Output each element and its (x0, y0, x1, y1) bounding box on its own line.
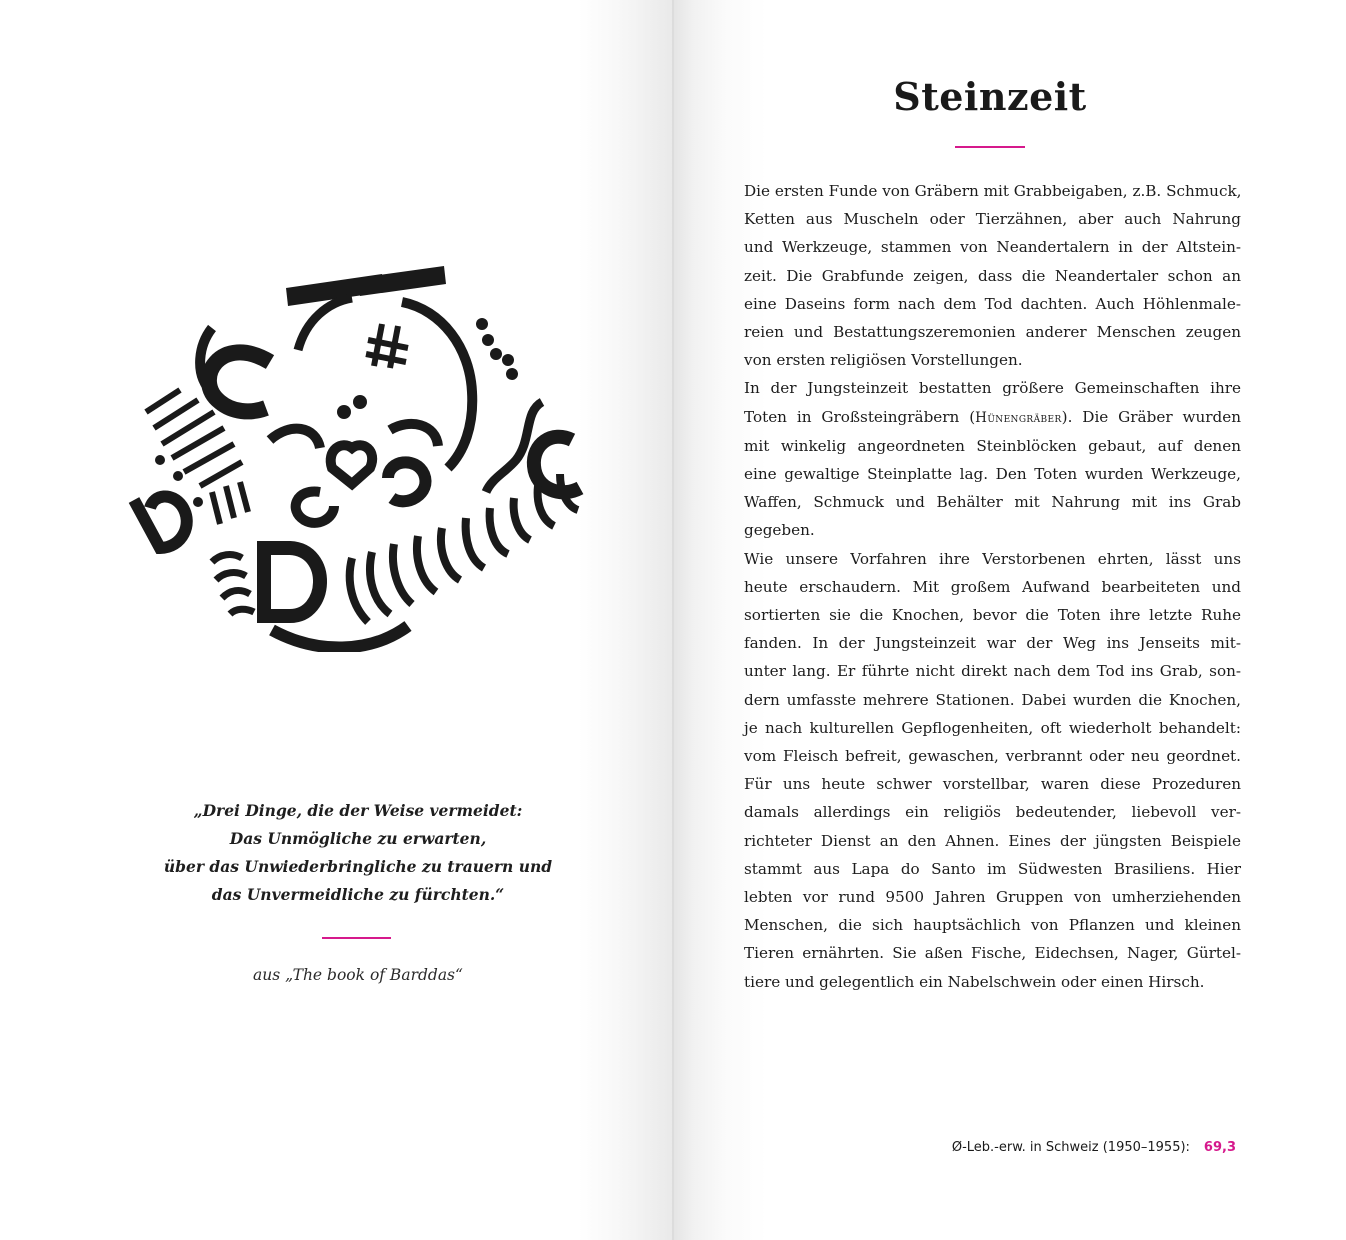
skull-d-stripe-4 (230, 609, 254, 614)
small-caps-term: Hünengräber (975, 409, 1062, 426)
text-line: je nach kulturellen Gepflogenheiten, oft wiederholt behandelt: (744, 718, 1241, 737)
quote-line: Das Unmögliche zu erwarten, (229, 829, 487, 848)
text-line: eine Daseins form nach dem Tod dachten. Auch Höhlenmale- (744, 294, 1241, 313)
paragraph-1 (744, 177, 1241, 374)
text-line: von ersten religiösen Vorstellungen. (744, 351, 1023, 370)
quote-line: das Unvermeidliche zu fürchten.“ (211, 885, 505, 904)
text-line: vom Fleisch befreit, gewaschen, verbrannt oder neu geordnet. (744, 747, 1241, 766)
skull-rib-3 (393, 544, 412, 604)
skull-bar-3 (240, 482, 248, 512)
skull-dot (173, 471, 183, 481)
skull-c-shape-left (209, 352, 270, 411)
quote-source: aus „The book of Barddas“ (253, 966, 463, 984)
skull-letter-b (134, 496, 187, 548)
text-line: dern umfasste mehrere Stationen. Dabei wurden die Knochen, (744, 690, 1241, 709)
skull-rib-2 (370, 552, 390, 614)
quote-line: über das Unwiederbringliche zu trauern und (163, 857, 553, 876)
paragraph-3 (744, 545, 1241, 996)
text-line: eine gewaltige Steinplatte lag. Den Toten wurden Werkzeuge, (744, 465, 1241, 484)
text-line: richteter Dienst an den Ahnen. Eines der jüngsten Beispiele (744, 831, 1241, 850)
skull-mouth (388, 462, 425, 501)
text-line: tiere und gelegentlich ein Nabelschwein oder einen Hirsch. (744, 972, 1205, 991)
abstract-typographic-skull-icon (120, 262, 600, 652)
skull-dot (476, 318, 488, 330)
skull-dot (193, 497, 203, 507)
text-segment: Toten in Großsteingräbern ( (744, 407, 976, 426)
skull-dash-1 (146, 390, 180, 412)
text-line: zeit. Die Grabfunde zeigen, dass die Neandertaler schon an (744, 266, 1241, 285)
skull-dot (490, 348, 502, 360)
text-line: damals allerdings ein religiös bedeutender, liebevoll ver- (744, 803, 1241, 822)
text-line: mit winkelig angeordneten Steinblöcken gebaut, auf denen (744, 436, 1241, 455)
skull-dot (337, 405, 351, 419)
skull-dot (506, 368, 518, 380)
skull-rib-7 (490, 508, 508, 554)
body-text (744, 177, 1241, 996)
text-line: fanden. In der Jungsteinzeit war der Weg ins Jenseits mit- (744, 634, 1241, 653)
text-line: stammt aus Lapa do Santo im Südwesten Brasiliens. Hier (744, 859, 1241, 878)
text-line: Die ersten Funde von Gräbern mit Grabbeigaben, z.B. Schmuck, (744, 182, 1242, 200)
footer-label: Ø-Leb.-erw. in Schweiz (1950–1955): (951, 1140, 1190, 1155)
skull-arc-left (298, 298, 352, 350)
title-divider (955, 146, 1025, 148)
skull-dot (155, 455, 165, 465)
text-line: gegeben. (744, 521, 815, 540)
skull-bar-1 (212, 492, 220, 524)
skull-eye-left (270, 429, 320, 448)
text-line (744, 403, 1241, 432)
text-line: reien und Bestattungszeremonien anderer Menschen zeugen (744, 323, 1241, 342)
skull-jaw (272, 626, 408, 648)
paragraph-2 (744, 374, 1241, 544)
text-line: lebten vor rund 9500 Jahren Gruppen von umherziehenden (744, 888, 1241, 907)
skull-rib-6 (466, 518, 484, 568)
skull-rib-8 (514, 498, 530, 540)
skull-hash-h1 (368, 340, 408, 348)
page-title: Steinzeit (893, 74, 1087, 119)
skull-rib-1 (350, 558, 368, 622)
skull-bar-2 (226, 486, 234, 518)
text-line: heute erschaudern. Mit großem Aufwand bearbeiteten und (744, 577, 1241, 596)
skull-nose (331, 445, 372, 484)
book-gutter (672, 0, 674, 1240)
text-line: und Werkzeuge, stammen von Neandertalern in der Altstein- (744, 238, 1241, 257)
page-footer (952, 1140, 1236, 1155)
skull-dot (482, 334, 494, 346)
skull-d-stripe-2 (216, 573, 246, 580)
text-segment: ). Die Gräber wurden (1061, 407, 1241, 426)
skull-rib-5 (441, 528, 460, 580)
footer-value: 69,3 (1203, 1140, 1236, 1155)
skull-d-stripe-1 (212, 555, 242, 562)
skull-top-bar-2 (358, 266, 446, 296)
skull-dot (353, 395, 367, 409)
text-line: Menschen, die sich hauptsächlich von Pflanzen und kleinen (744, 916, 1241, 935)
skull-eye-right (390, 424, 438, 446)
text-line: sortierten sie die Knochen, bevor die Toten ihre letzte Ruhe (744, 606, 1241, 625)
text-line: Wie unsere Vorfahren ihre Verstorbenen ehrten, lässt uns (744, 549, 1241, 568)
skull-d-stripe-3 (222, 591, 250, 598)
text-line: Für uns heute schwer vorstellbar, waren diese Prozeduren (744, 775, 1241, 794)
text-line: Tieren ernährten. Sie aßen Fische, Eidechsen, Nager, Gürtel- (744, 944, 1241, 963)
quote-line: „Drei Dinge, die der Weise vermeidet: (193, 801, 523, 820)
skull-dot (502, 354, 514, 366)
skull-cheek (296, 492, 334, 523)
skull-dash-6 (200, 462, 242, 486)
quote-block (130, 797, 586, 909)
text-line: In der Jungsteinzeit bestatten größere Gemeinschaften ihre (744, 379, 1241, 398)
text-line: Waffen, Schmuck und Behälter mit Nahrung mit ins Grab (744, 493, 1241, 512)
text-line: Ketten aus Muscheln oder Tierzähnen, aber auch Nahrung (744, 210, 1241, 229)
skull-letter-d (264, 548, 320, 616)
text-line: unter lang. Er führte nicht direkt nach dem Tod ins Grab, son- (744, 662, 1241, 681)
skull-rib-4 (417, 536, 436, 592)
quote-divider (322, 937, 391, 939)
